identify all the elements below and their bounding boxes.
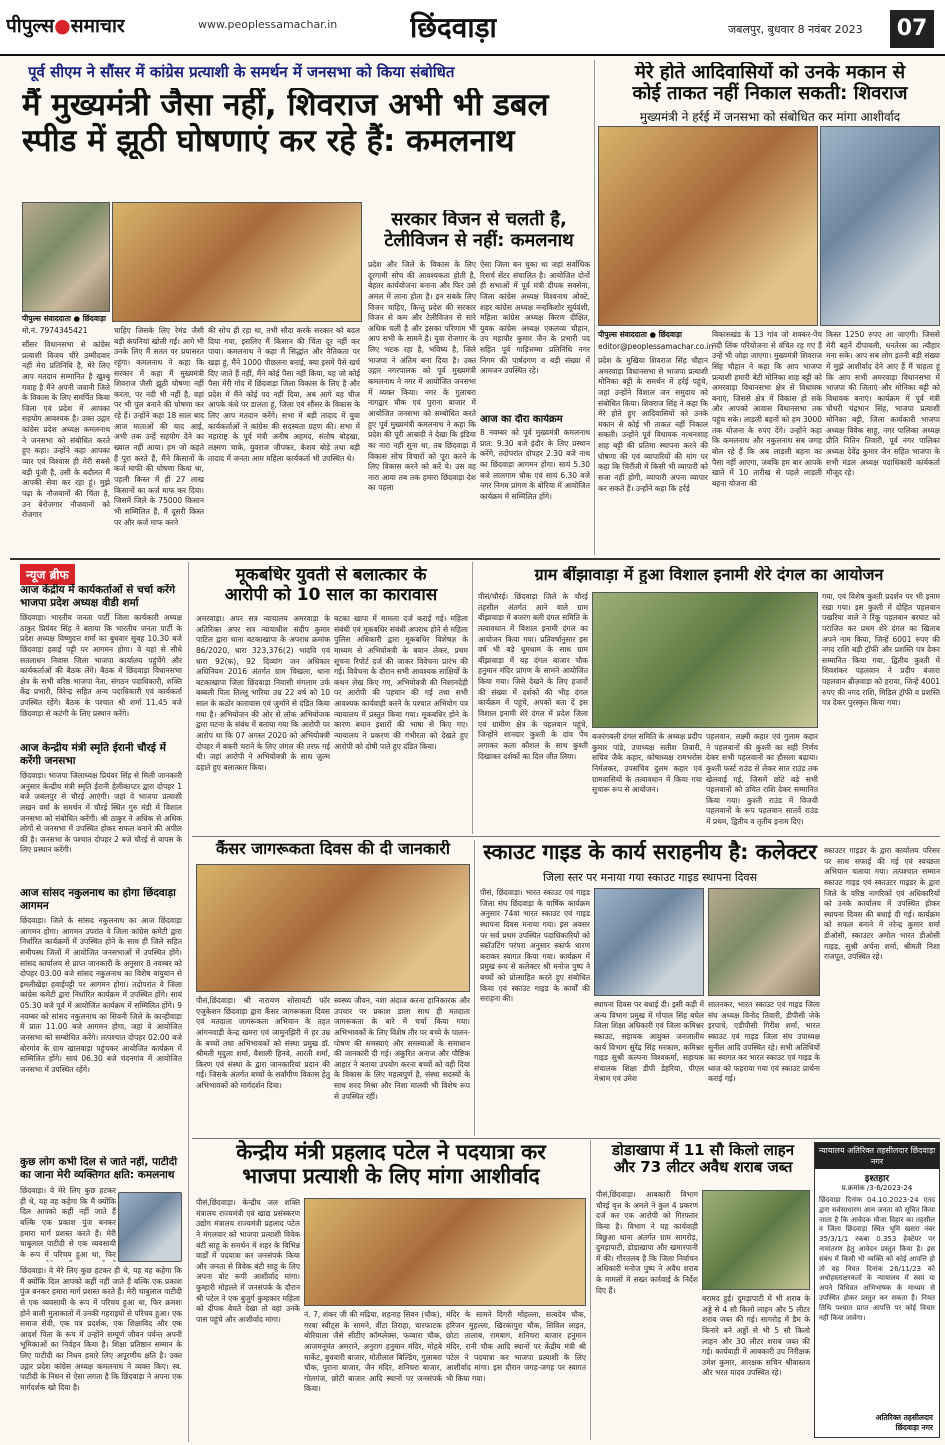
- patel-headline-line1: केन्द्रीय मंत्री प्रहलाद पटेल ने पदयात्रा कर: [236, 1140, 546, 1164]
- scout-body-col4: स्काउटर गाइडर के द्वारा कार्यालय परिसर पर साथ सफाई की गई एवं स्वच्छता अभियान चलाया गया। तत्पश्चात सम्मान स्काउट गाइड एवं स्काउटर गाइडर के द्वारा जिले के वरिष्ठ नागरिकों एवं अधिकारियों को उनके कार्यालय में उपस्थित होकर स्थापना दिवस की बधाई दी गई। कार्यक्रम को सफल बनाने में नरेन्द्र कुमार शर्मा डीओसी, स्काउटर अमोल भारत डीओसी गाइड, सुश्री अर्चना शर्मा, श्रीमती निशा राजपूत, उपस्थित रहे।: [824, 846, 940, 962]
- section-rule: [10, 558, 940, 560]
- brief-title-1: आज केंद्रीय में कार्यकर्ताओं से चर्चा करेंगे भाजपा प्रदेश अध्यक्ष वीडी शर्मा: [20, 584, 175, 610]
- edition-city: छिंदवाड़ा: [410, 11, 497, 44]
- notice-title: इश्तहार: [864, 1174, 890, 1184]
- dangal-headline: ग्राम बींझावाड़ा में हुआ विशाल इनामी शेरे दंगल का आयोजन: [534, 566, 884, 584]
- shivraj-body-col1: प्रदेश के मुखिया शिवराज सिंह चौहान अमरवाड़ा विधानसभा से भाजपा प्रत्याशी मोनिका बट्टी के समर्थन में हर्रई पहुंचे, जहां उन्होंने विशाल जन समुदाय को संबोधित किया। शिवराज सिंह ने कहा कि मेरे होते हुए आदिवासियों को उनके मकान से कोई भी ताकत नहीं निकाल सकती। उन्होंने पूर्व विधायक नत्थनशाह शाह बट्टी की प्रतिमा स्थापना करने की घोषणा की एवं व्यापारियों की मांग पर कहा कि चिरौंजी में किसी भी व्यापारी को सजा नहीं होगी, व्यापारी अपना व्यापार कर सकते हैं। उन्होंने कहा कि हर्रई: [598, 356, 708, 493]
- candidate-banner-photo: [820, 126, 940, 326]
- notice-signature-place: छिंदवाड़ा नगर: [895, 1423, 933, 1432]
- brief-text-1: छिंदवाड़ा। भारतीय जनता पार्टी जिला कार्यकारी अध्यक्ष ठाकुर प्रियंवर सिंह ने बताया कि भारतीय जनता पार्टी के प्रदेश अध्यक्ष विष्णुदत्त शर्मा का बुधवार सुबह 10.30 बजे छिंदवाड़ा हवाई पट्टी पर आगमन होगा। वे यहां से सीधे सतलाधन निवास जिला भाजपा कार्यालय पहुंचेंगे और कार्यकर्ताओं की बैठक लेंगे। बैठक में छिंदवाड़ा विधानसभा क्षेत्र के सभी वरिष्ठ भाजपा नेता, संगठन पदाधिकारी, शक्ति केंद्र प्रभारी, विरेन्द्र सहित अन्य पदाधिकारी एवं कार्यकर्ता उपस्थित रहेंगे। बैठक के पश्चात श्री शर्मा 11.45 बजे छिंदवाड़ा से कटंगी के लिए प्रस्थान करेंगे।: [20, 613, 182, 718]
- court-headline: [196, 566, 466, 605]
- lead-headline: [22, 88, 592, 159]
- liquor-body-col1: पीसं,छिंदवाड़ा। आबकारी विभाग चौरई वृत्त के अमले ने कुल 4 प्रकरण दर्ज कर एक आरोपी को गिरफ्तार किया है। विभाग ने यह कार्यवाही बिछुआ थाना अंतर्गत ग्राम सागरोड़, दुमड़ापाटी, डोडाखापा और खमारपानी में की। गौरतलब है कि जिला निर्वाचन अधिकारी मनोज पुष्प ने अवैध शराब के मामलों में सख्त कार्रवाई के निर्देश दिए हैं।: [596, 1190, 698, 1295]
- patel-body-col2: नं. 7, शंकर जी की मढ़िया, शहनाह सिवन (चौक), गरबा स्वीट्स के सामने, वींटा तिराहा, चारफाटक बोरियाला जैसे सीटीए कॉम्प्लेक्स, फव्वारा चौक, आजमनूमंत अमराने, अनुराग हनुमान मंदिर, मोहबे मार्केट, बुधवारी बाजार, मोतीलाल बिल्डिंग, गुलाबरा चौक, पुराना बाजार, जैन मंदिर, शनिचरा बाजार, गोलगंज, छोटी बाजार आदि स्थानों पर जनसंपर्क किया।: [304, 1310, 442, 1394]
- shivraj-body-col2: विकासखंड के 13 गांव जो शक्कर-पेंच नदी लिंक परियोजना से वंचित रह गए हैं उन्हें भी जोड़ा जाएगा। मुख्यमंत्री शिवराज सिंह चौहान ने कहा कि आप भाजपा प्रत्याशी हमारी बेटी मोनिका शाह बट्टी को अमरवाड़ा विधानसभा क्षेत्र से विधायक बनाएं, जिससे क्षेत्र में विकास हो सके और आपको आवास विधानसभा तक पहुंच सके। लाड़ली बहनों को हम 3000 तक योजना के रुपए देंगे। उन्होंने कहा कि कमलनाथ और नकुलनाथ सब जगह बोल रहे हैं कि अब लाड़ली बहना का पैसा नहीं आएगा, जबकि हम बार आपके खाते में 10 तारीख से पहले लाड़ली बहना योजना की: [712, 330, 822, 488]
- lead-headline-line1: मैं मुख्यमंत्री जैसा नहीं, शिवराज अभी भी डबल: [22, 88, 549, 123]
- lead-photo: [22, 202, 110, 312]
- patel-body-col3: मंदिर के सामने दिगरी मोहल्ला, सत्यदेव चौक, हरिजन मुहल्ला, खिरकापुरा चौक, सिविल लाइन, छोटा तालाब, रामबाग, शनिचरा बाजार हनुमान मंदिर, रानी चौक आदि स्थानों पर केंद्रीय मंत्री श्री पटेल ने पदयात्रा कर भाजपा प्रत्याशी के लिए आशीर्वाद मांगा। इस दौरान जगह-जगह पर स्वागत भी किया गया।: [446, 1310, 586, 1383]
- scout-headline: स्काउट गाइड के कार्य सराहनीय है: कलेक्टर: [483, 840, 817, 864]
- lead-subhead: [368, 210, 590, 251]
- column-divider: [590, 1140, 591, 1440]
- section-rule: [192, 1138, 940, 1139]
- scout-body-col2: स्थापना दिवस पर बधाई दी। इसी कड़ी में अन्य विभाग प्रमुख में गोपाल सिंह बघेल जिला शिक्षा अधिकारी एवं जिला कमिश्नर स्काउट, सहायक आयुक्त जनजातीय कार्य विभाग सुरेंद्र सिंह मरकाम, कमिश्नर गाइड सुश्री कल्पना विश्वकर्मा, सहायक संचालक शिक्षा डीपी डेहरिया, पीएल मेश्राम एवं उमेश: [594, 1000, 704, 1084]
- dangal-body-col3: गया, एवं विशेष कुश्ती प्रदर्शन पर भी इनाम रखा गया। इस कुश्ती में दोहित पहलवान पखरिया वाले ने रिंकू पहलवान बरघाट को पराजित कर प्रथम शेरे दंगल का खिताब अपने नाम किया, जिन्हें 6001 रुपए की नगद राशि बड़ी ट्रॉफी और प्रशस्ति पत्र देकर सम्मानित किया गया, द्वितीय कुश्ती में शिवशंकर पहलवान ने प्रदीप बंजारा पहलवान ब्रीज़वाड़ा को हराया, जिन्हें 4001 रुपए की नगद राशि, मिडिल ट्रॉफी व प्रशस्ति पत्र देकर पुरस्कृत किया गया।: [822, 592, 940, 708]
- logo-dot: ●: [54, 15, 71, 37]
- shivraj-subhead: मुख्यमंत्री ने हर्रई में जनसभा को संबोधित कर मांगा आशीर्वाद: [639, 110, 901, 124]
- court-body-col2: बटका खापा में मामला दर्ज कराई गई। महिला संबंधी एवं मूकबधिर संबंधी अपराध होने से महिला पुलिस अधिकारी द्वारा मूकबधिर विशेषज्ञ के माध्यम से अभियोक्त्री के बयान लेकर, प्रथम सूचना रिपोर्ट दर्ज की जाकर विवेचना प्रारंभ की गई। विवेचना के दौरान सभी आवश्यक साक्षियों के कथन लेख किए गए, अभियोक्त्री की निशानदेही पर आरोपी की पहचान की गई तथा सभी आवश्यक कार्यवाही करने के पश्चात अभियोग पत्र न्यायालय में प्रस्तुत किया गया। मूकबधिर होने के कारण बयान इशारों की भाषा से किए गए। न्यायालय ने प्रकरण की गंभीरता को देखते हुए आरोपी को दोषी पाते हुए दंडित किया।: [334, 614, 468, 751]
- column-divider: [474, 840, 475, 1136]
- program-text: 8 नवम्बर को पूर्व मुख्यमंत्री कमलनाथ प्रात: 9.30 बजे इंदौर के लिए प्रस्थान करेंगे, तदोपरांत दोपहर 2.30 बजे नाथ का छिंदवाड़ा आगमन होगा। सायं 5.30 बजे लालगाम चौक एवं सायं 6.30 बजे नगर निगम प्रांगण के बोरिया में आयोजित कार्यक्रम में सम्मिलित होंगे।: [480, 428, 590, 501]
- notice-header: न्यायालय अतिरिक्त तहसीलदार छिंदवाड़ा नगर: [815, 1143, 939, 1169]
- column-divider: [472, 562, 473, 834]
- cancer-headline: कैंसर जागरूकता दिवस की दी जानकारी: [216, 840, 450, 858]
- brief-text-4b: छिंदवाड़ा। वे मेरे लिए कुछ हटकर ही थे, यह वह कहेगा कि मैं क्योंकि दिल आपको कहीं नहीं जाते हैं बल्कि एक प्रकाश पुंज बनकर हमारा मार्ग प्रशस्त करते हैं। मेरी चाबुलाल पाटीदी से एक व्यवसायी के रूप में परिचय हुआ था, फिर क्रमशः होने वाली मुलाकातों में उनकी गहराइयों से परिचय हुआ। एक समाज सेवी, एक पत्र प्रदर्शक, एक शिक्षाविद और एक आदर्श पिता के रूप में उन्होंने सम्पूर्ण जीवन पर्यन्त अपनी भूमिकाओं का निर्वहन किया है। शिक्षा प्रतिष्ठान सम्मान के लिए पाटीदी का निधन हमारे लिए अपूरणीय क्षति है। उक्त उद्गार प्रदेश कांग्रेस अध्यक्ष कमलनाथ ने व्यक्त किए। स्व. पाटीदी के निधन से ऐसा लगता है कि छिंदवाड़ा ने अपना एक मार्गदर्शक खो दिया है।: [20, 1266, 182, 1393]
- brief-text-3: छिंदवाड़ा। जिले के सांसद नकुलनाथ का आज छिंदवाड़ा आगमन होगा। आगमन उपरांत वे जिला कांग्रेस कमेटी द्वारा निर्धारित कार्यक्रमों में उपस्थित होने के साथ ही जिले सहित समीपस्थ जिलों में आयोजित जनसभाओं में उपस्थित होंगे। सांसद कार्यालय से प्राप्त जानकारी के अनुसार 8 नवम्बर को दोपहर 03.00 बजे सांसद नकुलनाथ का विशेष वायुयान से इमलीखेड़ा हवाईपट्टी पर आगमन होगा। तदोपरांत वे जिला कांग्रेस कमेटी द्वारा निर्धारित कार्यक्रम में उपस्थित होंगे। सायं 05.30 बजे पूर्व में आयोजित कार्यक्रम में सम्मिलित होंगे। 9 नवम्बर को सांसद नकुलनाथ का सिवनी जिले के कान्हीवाड़ा में प्रातः 11.00 बजे आगमन होगा, जहां वे आयोजित जनसभा को सम्बोधित करेंगे। तत्पश्चात दोपहर 02.00 बजे बोरगांव के ग्राम खालवाड़ा पहुंचकर आयोजित कार्यक्रम में सम्मिलित होंगे। सायं 06.30 बजे चंदनगांव में आयोजित जनसभा में उपस्थित रहेंगे।: [20, 916, 182, 1074]
- notice-signature-label: अतिरिक्त तहसीलदार: [875, 1413, 933, 1422]
- scout-group-photo-2: [708, 888, 820, 996]
- lead-body-col2: चाहिए जिसके लिए रेमंड जैसी बड़ी कंपनियां खोली गईं। आगे भी उनके लिए मैं सतत पर प्रयासरत रहूंगा। कमलनाथ ने कहा कि सरकार में कहा मैं मुख्यमंत्री शिवराज जैसी झूठी घोषणा नहीं करता, पर नदी भी नहीं है, वहां पर भी पुल बनाने की घोषणा कर रहे हैं। उन्होंने कहा 18 साल बाद आज माताओं की याद आई, अभी तक उन्हें सहयोग देने का ख्याल नहीं आया। हम जो कहते हैं पूरा करते हैं, मैंने किसानों के कर्ज माफी की घोषणा किया था, पहली किस्त में ही 27 लाख किसानों का कर्ज माफ कर दिया। जिसमें जिले के 75000 किसान भी सम्मिलित हैं, मैं दूसरी किस्त पर और कर्ज माफ करने: [114, 326, 204, 527]
- lead-headline-line2: स्पीड में झूठी घोषणाएं कर रहे हैं: कमलनाथ: [22, 122, 515, 159]
- brief-text-4a: छिंदवाड़ा। वे मेरे लिए कुछ हटकर ही थे, यह वह कहेगा कि मैं क्योंकि दिल आपको कहीं नहीं जाते हैं बल्कि एक प्रकाश पुंज बनकर हमारा मार्ग प्रशस्त करते हैं। मेरी चाबुलाल पाटीदी से एक व्यवसायी के रूप में परिचय हुआ था, फिर: [20, 1186, 116, 1259]
- scout-body-col3: सातनकर, भारत स्काउट एवं गाइड जिला संघ अध्यक्ष विनोद तिवारी, डीपीसी जेके इरपाचे, एडीपीसी गिरीश शर्मा, भारत स्काउट एवं गाइड जिला संघ उपाध्यक्ष सुनील आदि उपस्थित रहे। सभी अतिथियों का स्वागत कर भारत स्काउट एवं गाइड के ध्वज को फहराया गया एवं स्काउट प्रार्थना कराई गई।: [708, 1000, 820, 1084]
- cancer-awareness-photo: [196, 864, 470, 992]
- shivraj-headline-line2: कोई ताकत नहीं निकाल सकती: शिवराज: [632, 83, 908, 105]
- lead-body-col4: प्रदेश और जिले के विकास के लिए दूरगामी सोच की आवश्यकता होती है, बेहतर कार्ययोजना बनाना और फिर उसे अमल में लाना होता है। इन सबके लिए विजन चाहिए, किन्तु प्रदेश की सरकार विजन से कम और टेलीविजन से सारे अधिक चली है और इसका परिणाम भी आप सभी के सामने है। युवा रोजगार के लिए भटक रहा है, भविष्य है, जिले भाजपा ने अंतिम बना दिया है। उक्त उद्गार नगरपालक को पूर्व मुख्यमंत्री कमलनाथ ने नगर में आयोजित जनसभा में व्यक्त किया। नगर के गुलाबरा नागद्वार चौक एवं पुराना बाजार में आयोजित जनसभा को सम्बोधित करते हुए पूर्व मुख्यमंत्री कमलनाथ ने कहा कि प्रदेश की पूरी आबादी ने देखा कि इंडिया का नारा नहीं सुना था, तब छिंदवाड़ा में विकास सोच विचारों को पूरा करने के लिए विकास करने को करें ये। उस वह नारा आया तब तक हमारा छिंदवाड़ा देश का पहला: [368, 260, 476, 493]
- lead-subhead-line2: टेलीविजन से नहीं: कमलनाथ: [384, 229, 574, 251]
- scout-group-photo-1: [594, 888, 704, 996]
- notice-text: छिंदवाड़ा दिनांक 04.10.2023-24 एतद द्वारा सर्वसाधारण आम जनता को सूचित किया जाता है कि आवेदक मौजा विहार का तहसील व जिला छिंदवाड़ा स्थित भूमि खसरा नंबर 35/3/1/1 रकबा 0.353 हेक्टेयर पर नामांतरण हेतु आवेदन प्रस्तुत किया है। इस संबंध में किसी भी व्यक्ति को कोई आपत्ति हो तो वह नियत दिनांक 26/11/23 को अधोहस्ताक्षरकर्ता के न्यायालय में स्वयं या अपने विधिवत अभिभाषक के माध्यम से उपस्थित होकर प्रस्तुत कर सकता है। नियत तिथि पश्चात प्राप्त आपत्ति पर कोई विचार नहीं किया जावेगा।: [819, 1196, 935, 1322]
- dangal-body-col2: पहलवान, लक्ष्मी कहार एवं गुलाम कहार ने पहलवानों की कुश्ती का सही निर्णय देकर सभी पहलवानों का हौसला बढ़ाया। कुश्ती फर्स्ट राउंड से लेकर सात राउंड तक खेलवाई गई, जिसमें छोटे बड़े सभी पहलवानों को उचित राशि देकर सम्मानित किया गया। कुश्ती राउंड में विजयी पहलवानों के रूप पहलवान सातवें राउंड में प्रथम, द्वितीय व तृतीय इनाम दिए।: [706, 732, 818, 827]
- patel-padyatra-photo: [304, 1198, 586, 1306]
- court-headline-line1: मूकबधिर युवती से बलात्कार के: [235, 566, 427, 585]
- website-url[interactable]: www.peoplessamachar.in: [198, 18, 338, 31]
- court-headline-line2: आरोपी को 10 साल का कारावास: [224, 584, 438, 605]
- dangal-winners-photo: [592, 592, 818, 728]
- scout-subhead: जिला स्तर पर मनाया गया स्काउट गाइड स्थापना दिवस: [542, 871, 758, 884]
- kamalnath-portrait: [118, 1192, 182, 1262]
- lead-body-col5: ऐसा जिला बन चुका था जहां सर्वाधिक रिसर्च सेंटर संचालित है। आयोजित दोनों ही सभाओं में पूर्व मंत्री दीपक सक्सेना, जिला कांग्रेस अध्यक्ष विश्वनाथ ओक्टे, शहर कांग्रेस अध्यक्ष नन्दकिशोर सूर्यवंशी, महिला कांग्रेस अध्यक्ष किरण दीक्षित, युवक कांग्रेस अध्यक्ष एकलव्य चौहान, उप महापौर कुमार जैन के प्रभारी पद सहित पूर्व गाड़ित्तम्मा प्रतिनिधि नगर निगम की पार्षदगण व बड़ी संख्या में आमजन उपस्थित रहे।: [480, 260, 590, 376]
- brief-title-2: आज केन्द्रीय मंत्री स्मृति ईरानी चौरई में करेंगी जनसभा: [20, 742, 166, 768]
- scout-body-col1: पीसं, छिंदवाड़ा। भारत स्काउट एवं गाइड जिला संघ छिंदवाड़ा के वार्षिक कार्यक्रम अनुसार 74वां भारत स्काउट एवं गाइड स्थापना दिवस मनाया गया। इस अवसर पर सर्व प्रथम उपस्थित पदाधिकारियों को स्कॉउटिंग परंपरा अनुसार स्कार्फ धारण कराकर स्वागत किया गया। कार्यक्रम में प्रमुख रूप से कलेक्टर श्री मनोज पुष्प ने बच्चों को प्रोत्साहित करते हुए संबोधित किया एवं स्काउट गाइड के कार्यों की सराहना की।: [480, 888, 590, 1004]
- patel-headline-line2: भाजपा प्रत्याशी के लिए मांगा आशीर्वाद: [242, 1164, 540, 1189]
- column-divider: [594, 60, 595, 555]
- cancer-body-col1: पीसं,छिंदवाड़ा। श्री नारायण सोसायटी फॉर एजुकेशन छिंदवाड़ा द्वारा कैंसर जागरूकता दिवस एवं मतदाता जागरूकता अभियान के तहत आंगनवाड़ी केन्द्र खमरा एवं जामुनझिरी में हर उम्र के बच्चों तथा अभिभावकों को संस्था प्रमुख डॉ. श्रीमती मृदुला शर्मा, वैशाली हिनवे, आरती शर्मा, किरण एवं संस्था के द्वारा जानकारियां प्रदान की गईं। जिसके अंतर्गत बच्चों के सर्वांगीण विकास हेतु अभिभावकों को मार्गदर्शन दिया।: [196, 996, 330, 1091]
- shivraj-speech-photo: [598, 126, 818, 326]
- page-number: 07: [890, 10, 934, 48]
- brief-title-3: आज सांसद नकुलनाथ का होगा छिंदवाड़ा आगमन: [20, 887, 176, 913]
- cancer-body-col2: स्वस्थ्य जीवन, नशा अंदाज करना हानिकारक और उपचार पर प्रकाश डाला साथ ही मतदाता जागरूकता के बारे में चर्चा किया गया। अभिभावकों के लिए विशेष तौर पर बच्चे के पालन-पोषण की समस्याएं और समस्याओं के समाधान की जानकारी दी गई। अंकुरित अनाज और पौष्टिक आहार ने बताया उपयोग करना बच्चों को वही दिया के विकास के लिए महत्वपूर्ण है, संस्था सदस्यों के साथ शरद मिश्रा और निशा मालवी भी विशेष रूप से उपस्थित रहीं।: [334, 996, 470, 1101]
- shivraj-photo-caption: पीपुल्स संवाददाता ● छिंदवाड़ा: [598, 330, 682, 339]
- dangal-photo-caption: बजरंगबली दंगल समिति के अध्यक्ष प्रदीप कुमार पांडे, उपाध्यक्ष सतीश तिवारी, सचिव जैके कहार, कोषाध्यक्ष रामभरोस निर्मलकर, उपसचिव दुलम कहार एवं ग्रामवासियों के तत्वावधान में किया गया सुचारू रूप से आयोजन।: [592, 732, 702, 795]
- rally-crowd-photo: [112, 202, 362, 322]
- lead-body-col1: सौंसर विधानसभा से कांग्रेस प्रत्याशी विजय चौरे उम्मीदवार नहीं मेरा प्रतिनिधि है, मेरे लिए आप मतदान सम्मानित है खुश्बू गवाह है मैंने अपनी जवानी जिले के विकास के लिए समर्पित किया जिला एवं प्रदेश में आपका सहयोग आवश्यक है। उक्त उद्गार कांग्रेस प्रदेश अध्यक्ष कमलनाथ ने जनसभा को संबोधित करते हुए कहा। उन्होंने कहा आपका प्यार एवं विश्वास ही मेरी सबसे बड़ी पूंजी है, उसी के बदौलत मैं आपकी सेवा कर रहा हूं। मुझे पढ़ा के नौजवानों की चिंता है, उन बेरोजगार नौजवानों को रोजगार: [22, 340, 110, 520]
- dangal-body-col1: पीसं/चौरई। छिंदवाड़ा जिले के चौरई तहसील अंतर्गत आने वाले ग्राम बींझावाड़ा में बजरंग बली दंगल समिति के तत्वावधान में विशाल इनामी दंगल का आयोजन किया गया। प्रतिवर्षानुसार इस वर्ष भी बड़े धूमधाम के साथ ग्राम बींझावाड़ा में यह दंगल बाजार चौक हनुमान मंदिर प्रांगण के सामने आयोजित किया गया। जिसे देखने के लिए हजारों की संख्या में दर्शकों की भीड़ दंगल कार्यक्रम में पहुंचे, अपको बता दें इस विशाल इनामी शेरे दंगल में प्रदेश जिला एवं ग्रामीण क्षेत्र के पहलवान पहुंचे, जिन्होंने शानदार कुश्ती के दांव पेंच लगाकर कला कौशल के साथ कुश्ती दिखाकर दर्शकों का दिल जीत लिया।: [478, 592, 588, 761]
- news-brief-tag: न्यूज ब्रीफ: [20, 564, 75, 585]
- lead-photo-caption: पीपुल्स संवाददाता ● छिंदवाड़ा: [22, 314, 106, 323]
- lead-body-col3: की सोच ही रहा था, तभी सौदा करके सरकार को बदल दिया गया, इसलिए मैं किसान की चिंता दूर नहीं कर पाया। कमलनाथ ने कहा मैं सिद्धांत और नैतिकता पर खड़ा हूं, मैंने 1000 पीछलना बनाई, क्या इसमें पैसे खर्च दिए जाते हैं नहीं, मैंने कोई पैसा नहीं किया, यह जो कोई पैसा मेरी गोद में छिंदवाड़ा जिला विकास के लिए है और प्रदेश में मैंने कोई पद नहीं दिया, अब आगे यह चीज आपके कंधे पर डालता हूं, जिला एवं सौंसर के विकास के लिए आप मतदान करेंगे। सभा में बड़ी तादाद में युवा कार्यकर्ताओं ने कांग्रेस की सदस्यता ग्रहण की। सभा में महाराष्ट्र के पूर्व मंत्री अनीष अहमद, संतोष बोड़खा, लक्ष्मण चाके, युवराज जीपकर, केशव बोड़े तथा बड़ी तादाद में जनता आम महिला कार्यकर्ता भी उपस्थित थे।: [208, 326, 360, 463]
- liquor-headline: [596, 1142, 810, 1177]
- shivraj-headline-line1: मेरे होते आदिवासियों को उनके मकान से: [634, 62, 906, 83]
- liquor-headline-line2: और 73 लीटर अवैध शराब जब्त: [613, 1158, 793, 1177]
- court-body-col1: अमरवाड़ा। अपर सत्र न्यायालय अमरवाड़ा के अतिरिक्त अपर सत्र न्यायाधीश संदीप कुमार पाटिल द्वारा थाना बटकाखापा के अपराध क्रमांक 86/2020, धारा 323,376(2) भादवि एवं धारा 92(क), 92 दिव्यांग जन अधिकार अधिनियम 2016 अंतर्गत ग्राम चिखला, थाना बटकाखापा जिला छिंदवाड़ा निवासी मंगलाम उर्फ बब्बली पिता तिल्लू भारिया उम्र 22 वर्ष को 10 साल के कठोर कारावास एवं जुर्माने से दंडित किया गया है। अभियोजन की ओर से लोक अभियोजक द्वारा घटना के संबंध में बताया गया कि आरोपी पर आरोप था कि 07 अगस्त 2020 को अभियोक्त्री दोपहर में बकरी चराने के लिए जंगल की तरफ गई थी। जहां आरोपी ने अभियोक्त्री के साथ ज़ुल्म ढहाते हुए बलात्कार किया।: [196, 614, 330, 772]
- legal-notice-box: [814, 1142, 940, 1438]
- shivraj-headline: [600, 62, 940, 105]
- patel-body-col1: पीसं,छिंदवाड़ा। केन्द्रीय जल शक्ति मंत्रालय राज्यमंत्री एवं खाद्य प्रसंस्करण उद्योग मंत्रालय राज्यमंत्री प्रहलाद पटेल ने मंगलवार को भाजपा प्रत्याशी विवेक बंटी साहू के समर्थन में शहर के विभिन्न वार्डों में पदयात्रा कर जनसंपर्क किया और जनता से विवेक बंटी साहू के लिए अपना वोट रूपी आशीर्वाद मांगा। कुम्हारी मोहल्ले में जनसंपर्क के दौरान श्री पटेल ने एक बुजुर्ग कुम्हकार महिला को दीपक बेचते देखा तो वहां उनके पास पहुंचे और आशीर्वाद मांगा।: [196, 1198, 300, 1325]
- column-divider: [188, 562, 189, 1442]
- section-rule: [192, 836, 940, 837]
- masthead: [0, 0, 945, 56]
- brief-title-4: कुछ लोग कभी दिल से जाते नहीं, पाटीदी का जाना मेरी व्यक्तिगत क्षति: कमलनाथ: [20, 1156, 178, 1182]
- program-title: आज का दौरा कार्यक्रम: [480, 414, 563, 425]
- patel-headline: [196, 1140, 586, 1188]
- notice-case-number: प्र.क्रमांक /3-6/2023-24: [841, 1184, 913, 1192]
- liquor-headline-line1: डोडाखापा में 11 सौ किलो लाहन: [611, 1142, 795, 1159]
- shivraj-body-col3: किस्त 1250 रुपए आ जाएगी। जिससे मेरी बहनें दीपावली, धनतेरस का त्यौहार मना सके। आप सब लोग इतनी बड़ी संख्या में मुझे आशीर्वाद देने आए हैं मैं चाहता हूं कि आप सभी अमरवाड़ा विधानसभा में भाजपा की जिताएं और मोनिका बट्टी को विधायक बनाएं। कार्यक्रम में पूर्व मंत्री चौधरी चंद्रभान सिंह, भाजपा प्रत्याशी मोनिका बट्टी, जिला कार्यकारी भाजपा अध्यक्ष विवेक साहू, नगर पालिका अध्यक्ष प्रीति नितिन तिवारी, पूर्व नगर पालिका अध्यक्ष देवेंद्र कुमार जैन सहित भाजपा के सभी मंडल अध्यक्ष पदाधिकारी कार्यकर्ता मौजूद रहे।: [826, 330, 940, 478]
- brief-text-2: छिंदवाड़ा। भाजपा जिलाध्यक्ष प्रियंवर सिंह से मिली जानकारी अनुसार केन्द्रीय मंत्री स्मृति ईरानी हेलीकाप्टर द्वारा दोपहर 1 बजे जबलपुर से चौरई आएंगी। जहां वे भाजपा प्रत्याशी लखन वर्मा के समर्थन में चौरई स्थित गुरु मंडी में विशाल जनसभा को संबोधित करेंगी। श्री ठाकुर ने अधिक से अधिक लोगों से जनसभा में उपस्थित होकर सफल बनाने की अपील की है। जनसभा के पश्चात दोपहर 2 बजे चौरई से वापस के लिए प्रस्थान करेंगी।: [20, 771, 182, 855]
- lead-kicker: पूर्व सीएम ने सौंसर में कांग्रेस प्रत्याशी के समर्थन में जनसभा को किया संबोधित: [28, 63, 455, 81]
- editor-email[interactable]: editor@peoplessamachar.co.in: [598, 342, 714, 351]
- newspaper-logo: पीपुल्स●समाचार: [6, 15, 125, 37]
- liquor-body-col2: बरामद हुई। दुमड़ापाटी में भी शराब के अड्डे से 4 सौ किलो लाहन और 5 लीटर शराब जब्त की गई। सागरोड़ में डैम के किनारे बने अड्डों से भी 5 सौ किलो लाहन और 30 लीटर शराब जब्त की गई। कार्यवाही में आबकारी उप निरीक्षक उमेश कुमार, आरक्षक सचिन श्रीवास्तव और भरत यादव उपस्थित रहे।: [702, 1294, 810, 1378]
- seized-liquor-photo: [702, 1190, 810, 1290]
- lead-subhead-line1: सरकार विजन से चलती है,: [391, 210, 567, 230]
- edition-date: जबलपुर, बुधवार 8 नवंबर 2023: [728, 23, 863, 36]
- reporter-mobile: मो.नं. 7974345421: [22, 326, 88, 335]
